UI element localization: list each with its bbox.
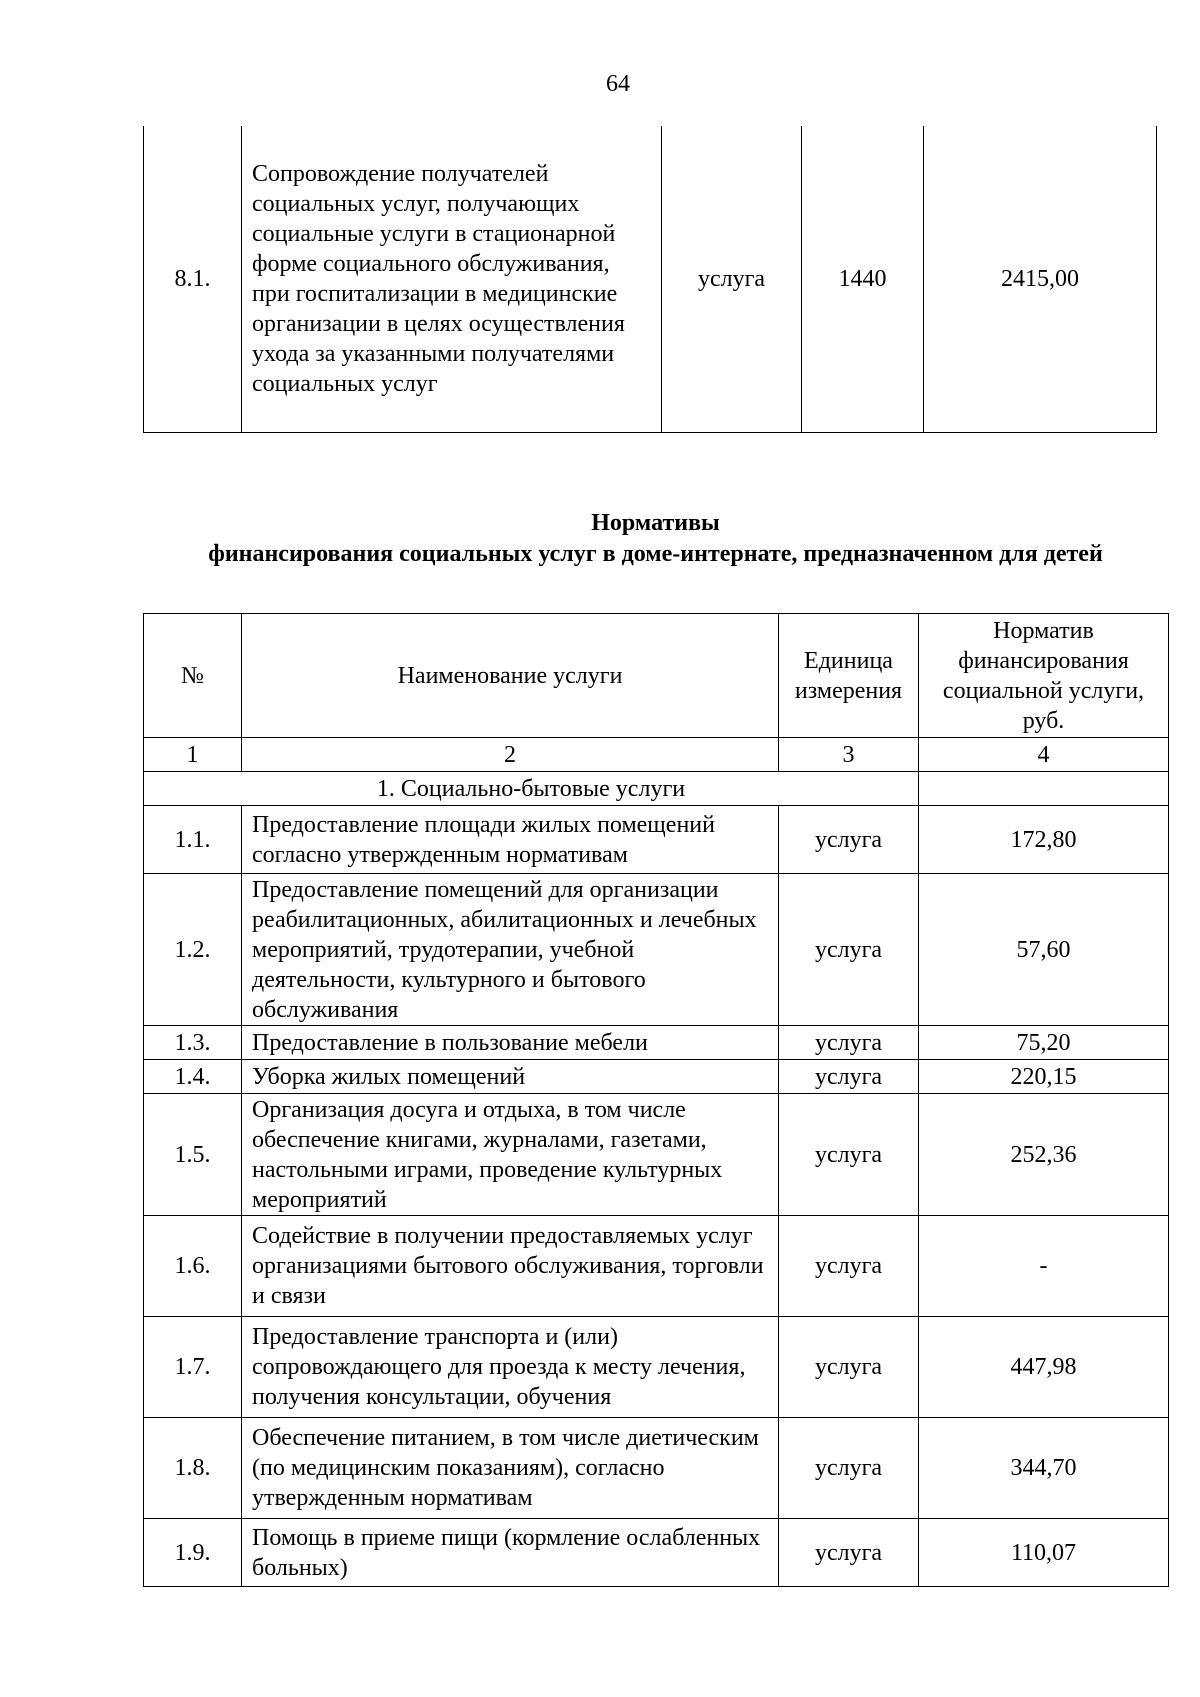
service-norm: - <box>919 1216 1169 1317</box>
row-number: 1.7. <box>144 1317 242 1418</box>
row-number: 1.2. <box>144 874 242 1026</box>
page-number: 64 <box>606 71 630 97</box>
service-name: Сопровождение получателей социальных услуг, получающих социальные услуги в стационарной форме социального обслуживания, при госпитализации в медицинские организации в целях осуществления ухода за указанными получателями социальных услуг <box>242 126 662 432</box>
service-name: Предоставление площади жилых помещений согласно утвержденным нормативам <box>242 806 779 874</box>
table-row <box>144 1216 1169 1317</box>
row-number: 1.1. <box>144 806 242 874</box>
service-unit: услуга <box>779 1060 919 1094</box>
section-subtitle: финансирования социальных услуг в доме-интернате, предназначенном для детей <box>208 541 1103 567</box>
service-name: Содействие в получении предоставляемых услуг организациями бытового обслуживания, торговли и связи <box>242 1216 779 1317</box>
service-norm: 447,98 <box>919 1317 1169 1418</box>
table-row <box>144 1060 1169 1094</box>
service-norm: 2415,00 <box>924 126 1157 432</box>
row-number: 1.3. <box>144 1026 242 1060</box>
header-num: № <box>144 614 242 738</box>
row-number: 8.1. <box>144 126 242 432</box>
column-number: 4 <box>919 738 1169 772</box>
column-number: 1 <box>144 738 242 772</box>
column-number: 3 <box>779 738 919 772</box>
service-unit: услуга <box>779 1216 919 1317</box>
service-unit: услуга <box>779 1317 919 1418</box>
norms-table <box>143 613 1169 1587</box>
group-empty-cell <box>919 772 1169 806</box>
header-unit: Единица измерения <box>779 614 919 738</box>
service-unit: услуга <box>779 1418 919 1519</box>
table-row <box>144 1026 1169 1060</box>
service-unit: услуга <box>779 1519 919 1587</box>
row-number: 1.6. <box>144 1216 242 1317</box>
service-norm: 75,20 <box>919 1026 1169 1060</box>
service-name: Предоставление помещений для организации реабилитационных, абилитационных и лечебных мероприятий, трудотерапии, учебной деятельности, культурного и бытового обслуживания <box>242 874 779 1026</box>
column-number: 2 <box>242 738 779 772</box>
service-name: Предоставление в пользование мебели <box>242 1026 779 1060</box>
header-norm: Норматив финансирования социальной услуги, руб. <box>919 614 1169 738</box>
row-number: 1.9. <box>144 1519 242 1587</box>
service-norm: 172,80 <box>919 806 1169 874</box>
section-heading <box>143 508 1168 570</box>
group-row <box>144 772 1169 806</box>
service-unit: услуга <box>779 806 919 874</box>
row-number: 1.4. <box>144 1060 242 1094</box>
service-unit: услуга <box>779 1094 919 1216</box>
table-row <box>144 874 1169 1026</box>
service-unit: услуга <box>662 126 802 432</box>
row-number: 1.5. <box>144 1094 242 1216</box>
header-name: Наименование услуги <box>242 614 779 738</box>
section-title: Нормативы <box>591 510 720 536</box>
table-row <box>144 126 1157 432</box>
service-norm: 57,60 <box>919 874 1169 1026</box>
table-header-row <box>144 614 1169 738</box>
table-row <box>144 1317 1169 1418</box>
service-name: Предоставление транспорта и (или) сопровождающего для проезда к месту лечения, получения консультации, обучения <box>242 1317 779 1418</box>
table-row <box>144 1519 1169 1587</box>
service-name: Обеспечение питанием, в том числе диетическим (по медицинским показаниям), согласно утвержденным нормативам <box>242 1418 779 1519</box>
table-row <box>144 1418 1169 1519</box>
table-row <box>144 1094 1169 1216</box>
service-norm: 252,36 <box>919 1094 1169 1216</box>
continuation-table <box>143 126 1157 433</box>
table-row <box>144 806 1169 874</box>
service-unit: услуга <box>779 874 919 1026</box>
service-norm: 220,15 <box>919 1060 1169 1094</box>
service-unit: услуга <box>779 1026 919 1060</box>
service-name: Помощь в приеме пищи (кормление ослабленных больных) <box>242 1519 779 1587</box>
column-number-row <box>144 738 1169 772</box>
service-norm: 344,70 <box>919 1418 1169 1519</box>
row-number: 1.8. <box>144 1418 242 1519</box>
service-quantity: 1440 <box>802 126 924 432</box>
group-title: 1. Социально-бытовые услуги <box>144 772 919 806</box>
service-name: Уборка жилых помещений <box>242 1060 779 1094</box>
service-name: Организация досуга и отдыха, в том числе обеспечение книгами, журналами, газетами, настольными играми, проведение культурных мероприятий <box>242 1094 779 1216</box>
service-norm: 110,07 <box>919 1519 1169 1587</box>
